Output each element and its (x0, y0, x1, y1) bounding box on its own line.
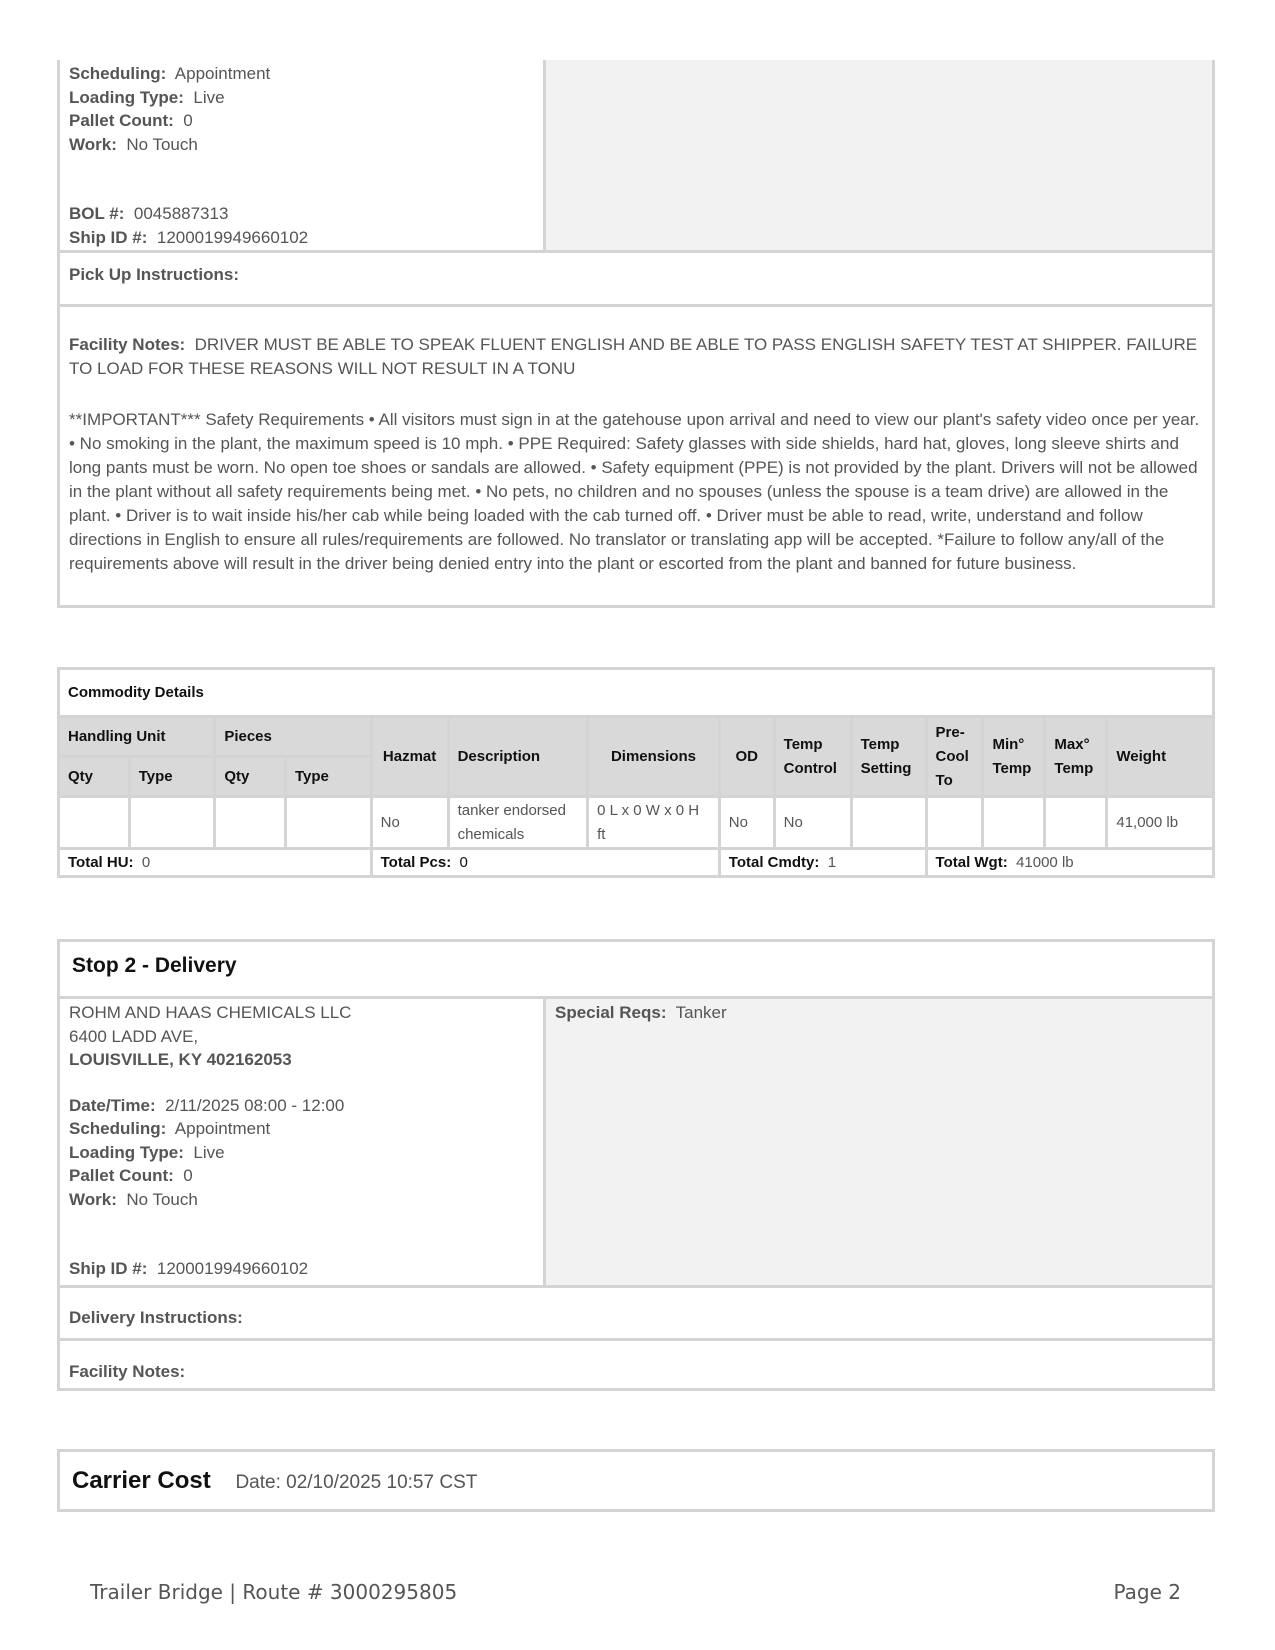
max-temp-cell (1045, 797, 1107, 849)
safety-requirements: **IMPORTANT*** Safety Requirements • All visitors must sign in at the gatehouse upon arrival and need to view our plant's safety video once per year. • No smoking in the plant, the maximum speed is 10 mph. • PPE Required: Safety glasses with side shields, hard hat, gloves, long sleeve shirts and long pants must be worn. No open toe shoes or sandals are allowed. • Safety equipment (PPE) is not provided by the plant. Drivers will not be allowed in the plant without all safety requirements being met. • No pets, no children and no spouses (unless the spouse is a team drive) are allowed in the plant. • Driver is to wait inside his/her cab while being loaded with the cab turned off. • Driver must be able to read, write, understand and follow directions in English to ensure all rules/requirements are followed. No translator or translating app will be accepted. *Failure to follow any/all of the requirements above will result in the driver being denied entry into the plant or escorted from the plant and banned for future business. (69, 410, 1200, 573)
address-line: 6400 LADD AVE, (69, 1026, 199, 1046)
divider (60, 1285, 1212, 1288)
total-cmdty: Total Cmdty: 1 (719, 849, 926, 877)
table-row (59, 797, 1214, 849)
description-cell: tanker endorsed chemicals (448, 797, 588, 849)
city-state-zip: LOUISVILLE, KY 402162053 (69, 1050, 292, 1069)
pre-cool-header: Pre-Cool To (926, 717, 983, 797)
datetime-row: Date/Time: 2/11/2025 08:00 - 12:00 (69, 1095, 345, 1115)
footer-page-number: Page 2 (1113, 1580, 1181, 1604)
pieces-header: Pieces (215, 717, 371, 757)
temp-setting-header: Temp Setting (851, 717, 926, 797)
pc-qty-header: Qty (215, 757, 286, 797)
total-wgt: Total Wgt: 41000 lb (926, 849, 1213, 877)
stop2-right-panel (546, 999, 1212, 1285)
handling-unit-header: Handling Unit (59, 717, 215, 757)
hazmat-header: Hazmat (371, 717, 448, 797)
delivery-instructions: Delivery Instructions: (69, 1308, 243, 1327)
pallet-count-row: Pallet Count: 0 (69, 1166, 193, 1185)
commodity-table (57, 667, 1215, 878)
divider (60, 304, 1212, 307)
facility-notes: Facility Notes: (69, 1362, 186, 1381)
weight-header: Weight (1107, 717, 1214, 797)
loading-type-row: Loading Type: Live (69, 87, 225, 107)
temp-setting-cell (851, 797, 926, 849)
hu-qty-cell (59, 797, 130, 849)
totals-row (59, 849, 1214, 877)
work-row: Work: No Touch (69, 1189, 198, 1209)
dimensions-header: Dimensions (588, 717, 720, 797)
stop1-box (57, 60, 1215, 608)
pre-cool-cell (926, 797, 983, 849)
hu-qty-header: Qty (59, 757, 130, 797)
divider (60, 250, 1212, 253)
scheduling-row: Scheduling: Appointment (69, 1119, 271, 1138)
stop2-box (57, 939, 1215, 1391)
carrier-cost-box (57, 1449, 1215, 1512)
stop2-title: Stop 2 - Delivery (72, 954, 237, 977)
temp-control-header: Temp Control (774, 717, 851, 797)
od-header: OD (719, 717, 774, 797)
pc-type-header: Type (286, 757, 372, 797)
pallet-count-row: Pallet Count: 0 (69, 111, 193, 130)
carrier-cost-header (72, 1467, 477, 1495)
stop1-details (60, 60, 543, 247)
temp-control-cell: No (774, 797, 851, 849)
loading-type-row: Loading Type: Live (69, 1142, 225, 1162)
total-hu: Total HU: 0 (59, 849, 372, 877)
total-pcs: Total Pcs: 0 (371, 849, 719, 877)
scheduling-row: Scheduling: Appointment (69, 64, 271, 83)
work-row: Work: No Touch (69, 134, 198, 154)
pc-qty-cell (215, 797, 286, 849)
bol-row: BOL #: 0045887313 (69, 204, 229, 223)
pickup-instructions: Pick Up Instructions: (69, 265, 240, 284)
commodity-title: Commodity Details (59, 669, 1214, 717)
stop1-right-panel (546, 60, 1212, 250)
pc-type-cell (286, 797, 372, 849)
dimensions-cell: 0 L x 0 W x 0 H ft (588, 797, 720, 849)
max-temp-header: Max° Temp (1045, 717, 1107, 797)
description-header: Description (448, 717, 588, 797)
od-cell: No (719, 797, 774, 849)
company-name: ROHM AND HAAS CHEMICALS LLC (69, 1003, 352, 1022)
stop2-details (60, 999, 543, 1281)
hazmat-cell: No (371, 797, 448, 849)
ship-id-row: Ship ID #: 1200019949660102 (69, 1259, 309, 1278)
min-temp-header: Min° Temp (983, 717, 1045, 797)
carrier-cost-title: Carrier Cost (72, 1467, 211, 1494)
footer-route: Trailer Bridge | Route # 3000295805 (90, 1580, 458, 1604)
special-reqs-row: Special Reqs: Tanker (555, 1003, 727, 1022)
divider (60, 1338, 1212, 1341)
ship-id-row: Ship ID #: 1200019949660102 (69, 227, 309, 247)
hu-type-header: Type (129, 757, 215, 797)
carrier-cost-date: Date: 02/10/2025 10:57 CST (235, 1472, 478, 1493)
weight-cell: 41,000 lb (1107, 797, 1214, 849)
facility-notes: Facility Notes: DRIVER MUST BE ABLE TO SPEAK FLUENT ENGLISH AND BE ABLE TO PASS ENGLISH SAFETY TEST AT SHIPPER. FAILURE TO LOAD FOR THESE REASONS WILL NOT RESULT IN A TONU (69, 335, 1198, 378)
hu-type-cell (129, 797, 215, 849)
min-temp-cell (983, 797, 1045, 849)
